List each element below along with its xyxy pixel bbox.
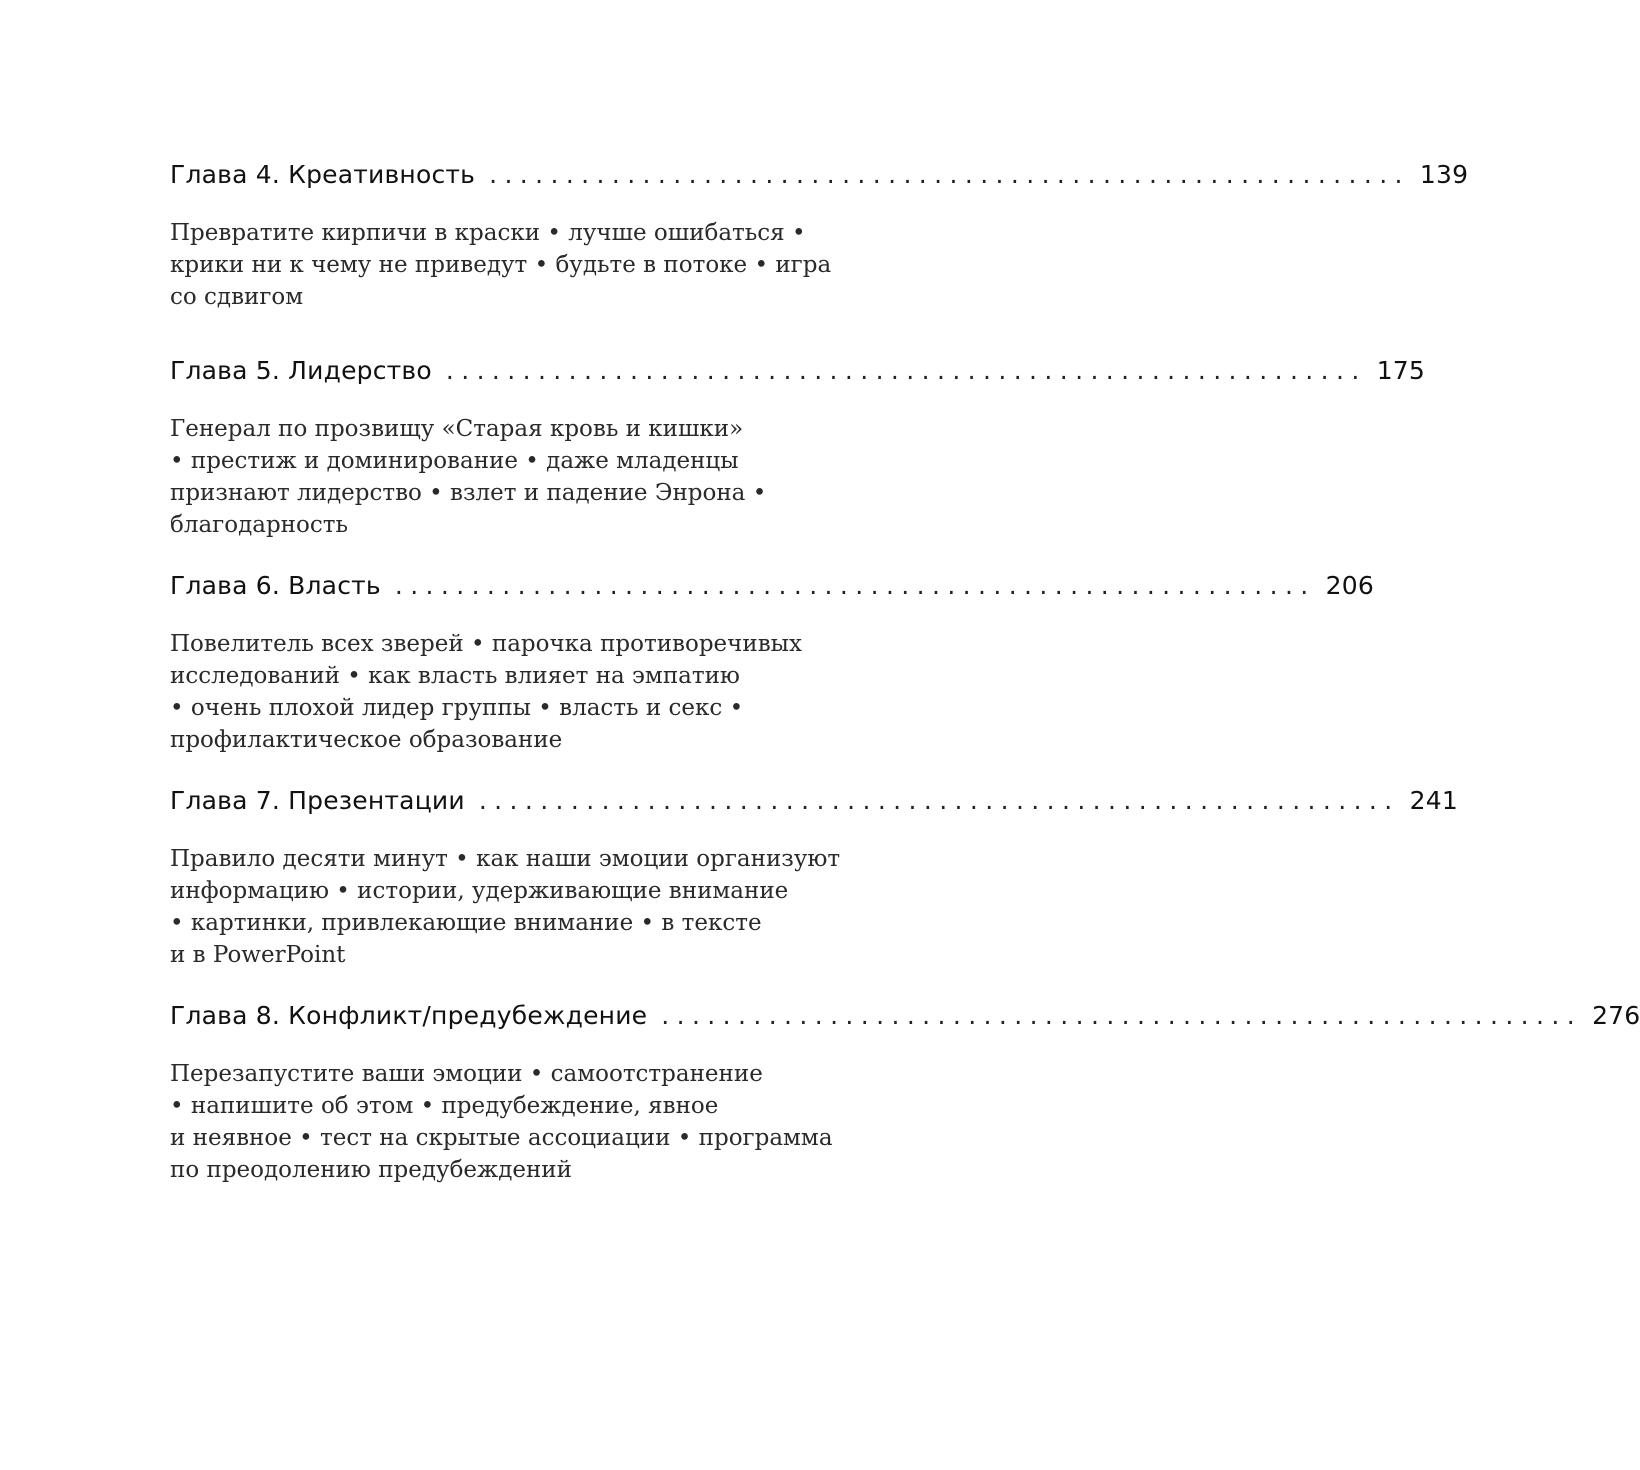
toc-entry-heading[interactable]	[170, 1001, 1640, 1053]
toc-entry-chapter-6	[170, 571, 1374, 756]
toc-entry-chapter-7	[170, 786, 1458, 971]
description-line: Превратите кирпичи в краски • лучше ошибаться •	[170, 220, 806, 246]
toc-entry-chapter-8	[170, 1001, 1640, 1186]
description-line: Генерал по прозвищу «Старая кровь и кишки»	[170, 416, 744, 442]
description-line: по преодолению предубеждений	[170, 1157, 572, 1183]
description-line: признают лидерство • взлет и падение Энрона •	[170, 480, 767, 506]
description-line: • картинки, привлекающие внимание • в тексте	[170, 910, 762, 936]
description-line: исследований • как власть влияет на эмпатию	[170, 663, 740, 689]
toc-entry-heading[interactable]	[170, 356, 1426, 408]
page-number: 206	[1325, 571, 1374, 600]
chapter-title: Глава 4. Креативность	[170, 160, 476, 189]
description-line: Повелитель всех зверей • парочка противоречивых	[170, 631, 802, 657]
page-number: 175	[1376, 356, 1426, 385]
description-line: • очень плохой лидер группы • власть и секс •	[170, 695, 744, 721]
chapter-title: Глава 8. Конфликт/предубеждение	[170, 1001, 648, 1030]
dot-leader: ............................................................	[489, 160, 1410, 189]
chapter-title: Глава 6. Власть	[170, 571, 381, 600]
dot-leader: ............................................................	[445, 356, 1367, 385]
page-number: 241	[1409, 786, 1458, 815]
description-line: информацию • истории, удерживающие внимание	[170, 878, 789, 904]
dot-leader: ............................................................	[478, 786, 1400, 815]
description-line: и неявное • тест на скрытые ассоциации • программа	[170, 1125, 833, 1151]
toc-entry-heading[interactable]	[170, 160, 1469, 212]
chapter-description	[170, 1058, 888, 1186]
chapter-description	[170, 628, 888, 756]
page-number: 139	[1419, 160, 1469, 189]
chapter-title: Глава 5. Лидерство	[170, 356, 432, 385]
description-line: • престиж и доминирование • даже младенцы	[170, 448, 739, 474]
description-line: крики ни к чему не приведут • будьте в потоке • игра	[170, 252, 832, 278]
description-line: Правило десяти минут • как наши эмоции организуют	[170, 846, 841, 872]
description-line: • напишите об этом • предубеждение, явное	[170, 1093, 719, 1119]
description-line: профилактическое образование	[170, 727, 563, 753]
toc-entry-heading[interactable]	[170, 571, 1374, 623]
chapter-description	[170, 217, 888, 313]
chapter-title: Глава 7. Презентации	[170, 786, 465, 815]
dot-leader: ............................................................	[394, 571, 1316, 600]
description-line: благодарность	[170, 512, 348, 538]
dot-leader: ............................................................	[661, 1001, 1583, 1030]
description-line: со сдвигом	[170, 284, 304, 310]
page-number: 276	[1592, 1001, 1640, 1030]
toc-entry-heading[interactable]	[170, 786, 1458, 838]
toc-entry-chapter-5	[170, 356, 1426, 541]
chapter-description	[170, 843, 888, 971]
toc-entry-chapter-4	[170, 160, 1469, 313]
description-line: Перезапустите ваши эмоции • самоотстранение	[170, 1061, 763, 1087]
table-of-contents	[170, 160, 1640, 1186]
description-line: и в PowerPoint	[170, 942, 346, 968]
chapter-description	[170, 413, 888, 541]
